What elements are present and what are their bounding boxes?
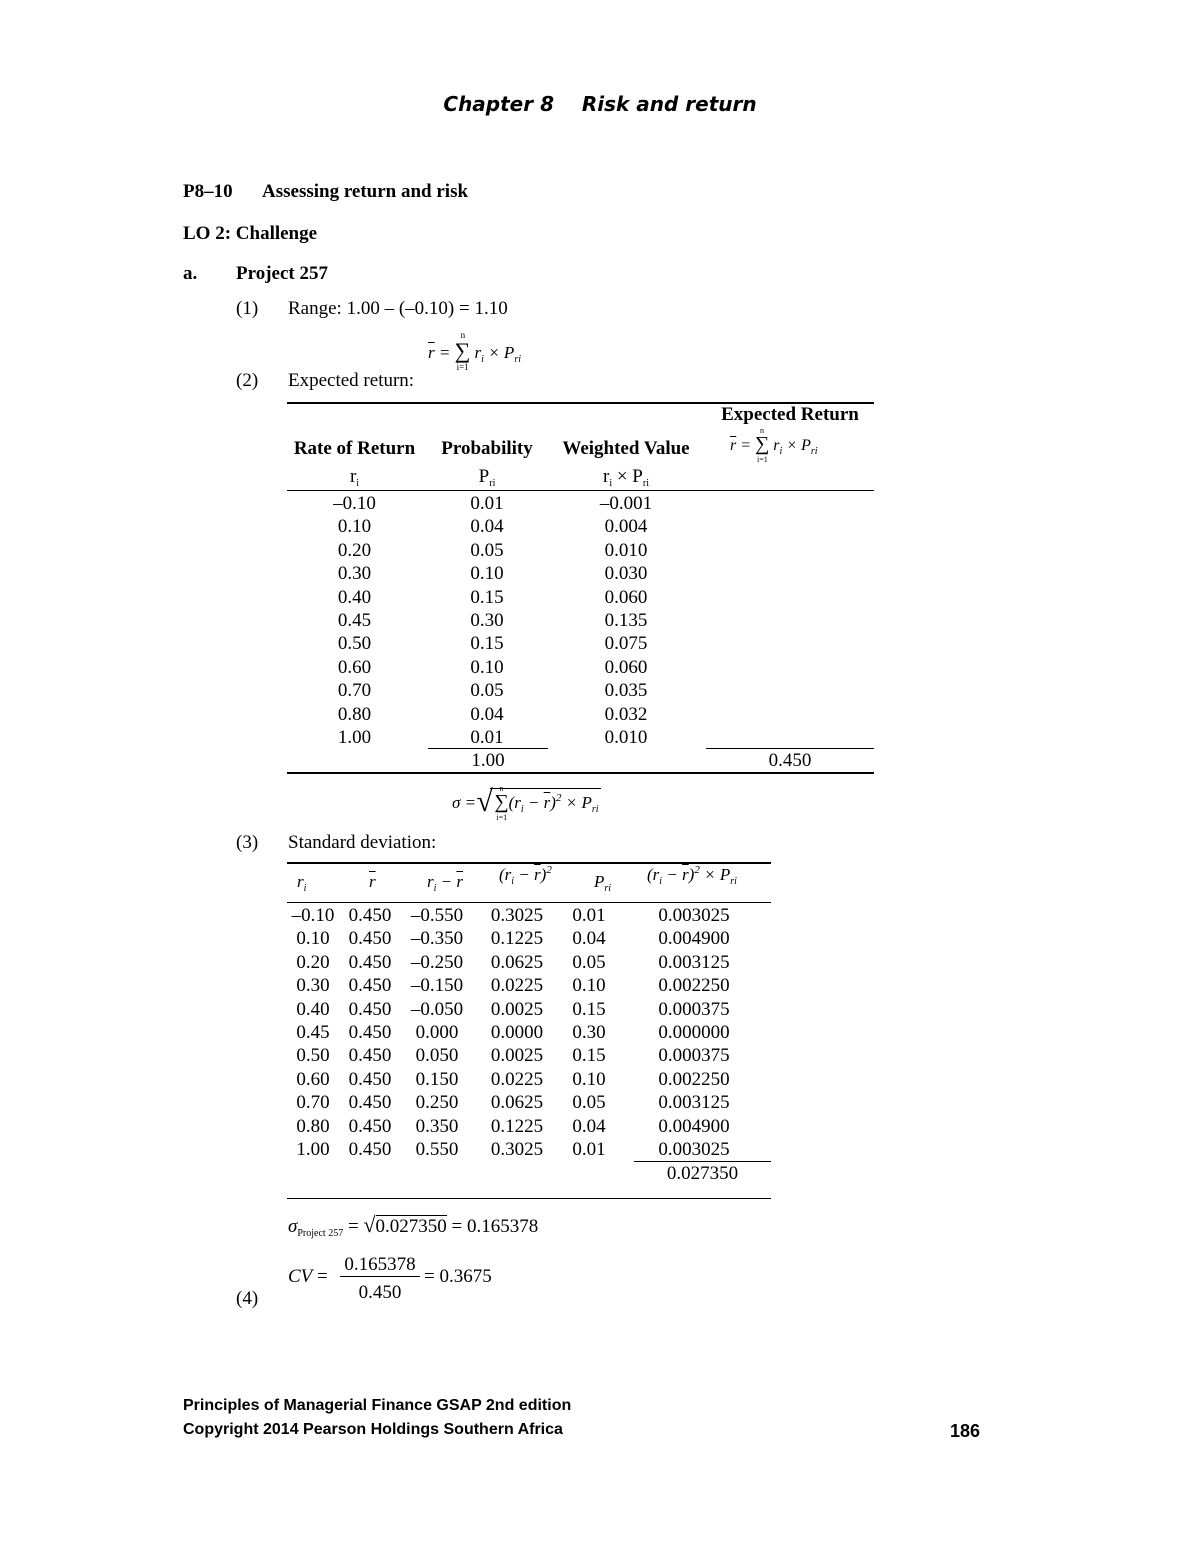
problem-number: P8–10	[183, 181, 233, 202]
table-cell: 0.15	[470, 633, 504, 655]
table-row	[287, 927, 771, 950]
table1-subheader-rp: $r_i \times P_{ri}$	[602, 466, 649, 489]
cv-symbol: CV	[288, 1266, 313, 1287]
table-cell: 0.50	[296, 1045, 330, 1067]
table-cell: 0.0025	[490, 1045, 544, 1067]
table-cell: 0.05	[470, 539, 504, 561]
table-cell: 0.05	[572, 951, 606, 973]
table-cell: 0.3025	[490, 905, 544, 926]
table-cell: 0.0025	[490, 998, 544, 1020]
table-cell: 0.550	[415, 1139, 459, 1161]
table-cell: 0.10	[470, 656, 504, 678]
table-cell: 0.10	[572, 975, 606, 997]
table-cell: –0.10	[291, 905, 335, 926]
table-cell: 0.003125	[658, 1092, 730, 1114]
step3-label: Standard deviation:	[288, 832, 437, 853]
sigma-radicand: 0.027350	[375, 1216, 447, 1237]
part-a-label: a.	[183, 263, 198, 284]
table-cell: 0.01	[572, 905, 606, 926]
er-total-rule	[706, 748, 874, 749]
table-cell: 0.450	[348, 975, 392, 997]
table-cell: 0.05	[470, 680, 504, 702]
cv-numerator: 0.165378	[340, 1254, 420, 1277]
table-cell: 0.04	[572, 928, 606, 950]
table-cell: 0.150	[415, 1068, 459, 1090]
table-cell: 0.250	[415, 1092, 459, 1114]
table-cell: 0.04	[572, 1115, 606, 1137]
table-row	[287, 679, 874, 702]
page-header: Chapter 8 Risk and return	[443, 92, 757, 116]
variance-total: 0.027350	[666, 1163, 739, 1184]
table-cell: 0.60	[337, 656, 372, 678]
std-dev-table	[287, 904, 771, 1161]
table-cell: 0.15	[572, 998, 606, 1020]
sigma-subscript: Project 257	[297, 1228, 344, 1239]
step1-number: (1)	[236, 298, 259, 319]
table-cell: 0.000375	[658, 998, 730, 1020]
table-cell: –0.150	[410, 975, 464, 997]
table-cell: 0.002250	[658, 1068, 730, 1090]
table-cell: 1.00	[296, 1139, 330, 1161]
table-cell: 0.40	[337, 586, 372, 608]
table-cell: 0.003025	[658, 905, 730, 926]
table1-header-rule	[287, 490, 874, 491]
table-cell: 0.15	[572, 1045, 606, 1067]
table-cell: 0.035	[604, 680, 648, 702]
table-cell: 0.135	[604, 610, 648, 632]
table-cell: 0.050	[415, 1045, 459, 1067]
table-cell: –0.10	[333, 493, 376, 514]
cv-value: 0.3675	[439, 1266, 492, 1287]
table-cell: 0.10	[337, 516, 372, 538]
table-cell: 0.3025	[490, 1139, 544, 1161]
footer-book: Principles of Managerial Finance GSAP 2nd edition	[183, 1397, 572, 1414]
problem-title: Assessing return and risk	[262, 181, 469, 202]
expected-return-total: 0.450	[768, 750, 812, 771]
table-cell: 0.30	[470, 610, 504, 632]
step1-range: Range: 1.00 – (–0.10) = 1.10	[288, 298, 508, 319]
table-cell: 0.002250	[658, 975, 730, 997]
expected-return-table	[287, 492, 874, 749]
cv-label: CV =	[288, 1266, 328, 1287]
table-cell: 0.60	[296, 1068, 330, 1090]
table-cell: 0.060	[604, 586, 648, 608]
table2-header-row: $r_i$ $\overline{r}$ $r_i - \overline{r}$ $(r_i - \overline{r})^2$ $P_{ri}$ $(r_i - \overline{r})^2 \times P_{ri}$	[297, 864, 737, 894]
table-cell: 0.010	[604, 727, 648, 749]
table-cell: 0.003125	[658, 951, 730, 973]
table-cell: 0.004	[604, 516, 648, 538]
table-cell: 0.450	[348, 1115, 392, 1137]
table-row	[287, 726, 874, 749]
table-cell: 0.30	[296, 975, 330, 997]
table-row	[287, 1138, 771, 1161]
table-row	[287, 951, 771, 974]
table-cell: 0.000000	[658, 1022, 730, 1044]
table1-header-weighted: Weighted Value	[562, 438, 690, 459]
table-cell: 0.80	[296, 1115, 330, 1137]
step2-label: Expected return:	[288, 370, 415, 391]
prob-total-rule	[428, 748, 548, 749]
cv-result: = 0.3675	[424, 1266, 492, 1287]
table-cell: 0.01	[572, 1139, 606, 1161]
table-row	[287, 1091, 771, 1114]
table-cell: 0.1225	[490, 928, 544, 950]
table-cell: 0.15	[470, 586, 504, 608]
table1-subheader-p: $P_{ri}$	[478, 466, 496, 489]
table-row	[287, 632, 874, 655]
table-row	[287, 515, 874, 538]
table-cell: 0.50	[337, 633, 372, 655]
table-cell: 0.000	[415, 1022, 459, 1044]
table-cell: 0.450	[348, 1092, 392, 1114]
table2-header-rule	[287, 902, 771, 903]
table-cell: 0.30	[572, 1022, 606, 1044]
learning-objective: LO 2: Challenge	[183, 223, 318, 244]
table-cell: 0.450	[348, 1022, 392, 1044]
table1-header-rate: Rate of Return	[293, 438, 416, 459]
table-row	[287, 539, 874, 562]
table-cell: –0.050	[410, 998, 464, 1020]
table-cell: 0.10	[470, 563, 504, 585]
table-cell: 0.45	[296, 1022, 330, 1044]
sigma-result-line: $\sigma_{Project 257} = √0.027350 = 0.165378$	[288, 1212, 539, 1239]
table-row	[287, 562, 874, 585]
table2-total-rule	[634, 1161, 771, 1162]
table-row	[287, 586, 874, 609]
table-cell: –0.001	[599, 493, 653, 514]
table-cell: 0.0225	[490, 975, 544, 997]
table-cell: 0.032	[604, 703, 648, 725]
part-a-title: Project 257	[236, 263, 328, 284]
table-cell: 0.350	[415, 1115, 459, 1137]
table-cell: 0.0625	[490, 951, 544, 973]
table-cell: 0.70	[337, 680, 372, 702]
table-cell: 0.450	[348, 998, 392, 1020]
table-cell: 0.10	[572, 1068, 606, 1090]
table-cell: 0.450	[348, 951, 392, 973]
expected-return-formula: $\overline{r}$ = ∑ n i=1 $r_i \times P_{ri}$	[428, 330, 521, 372]
table-cell: 0.010	[604, 539, 648, 561]
table-cell: 0.01	[470, 493, 504, 514]
table-cell: 0.004900	[658, 928, 730, 950]
table-cell: –0.250	[410, 951, 464, 973]
footer-copyright: Copyright 2014 Pearson Holdings Southern Africa	[183, 1421, 563, 1438]
std-dev-formula: σ = √ ∑ n i=1 $(r_i - \overline{r})^2 \times P_{ri}$	[452, 784, 599, 822]
table-cell: 0.450	[348, 1139, 392, 1161]
table-cell: 0.80	[337, 703, 372, 725]
table-row	[287, 974, 771, 997]
table-row	[287, 609, 874, 632]
page-number: 186	[950, 1421, 981, 1441]
step4-number: (4)	[236, 1288, 259, 1309]
table-cell: 1.00	[337, 727, 372, 749]
table-cell: 0.0225	[490, 1068, 544, 1090]
table-cell: 0.20	[337, 539, 372, 561]
table-cell: 0.0625	[490, 1092, 544, 1114]
table-cell: 0.70	[296, 1092, 330, 1114]
table-row	[287, 656, 874, 679]
table-cell: 0.450	[348, 905, 392, 926]
p-symbol: P	[478, 466, 490, 487]
table-cell: 0.04	[470, 703, 504, 725]
table-row	[287, 998, 771, 1021]
table-cell: –0.550	[410, 905, 464, 926]
sigma-value: 0.165378	[466, 1216, 539, 1237]
table1-bottom-rule	[287, 772, 874, 774]
table-cell: 0.01	[470, 727, 504, 749]
table-row	[287, 703, 874, 726]
table1-header-probability: Probability	[441, 438, 533, 459]
table-cell: 0.05	[572, 1092, 606, 1114]
table-cell: 0.003025	[658, 1139, 730, 1161]
table-cell: 0.075	[604, 633, 648, 655]
step2-number: (2)	[236, 370, 259, 391]
table-cell: 0.030	[604, 563, 648, 585]
table1-header-expected-return: Expected Return	[721, 404, 859, 425]
table-cell: 0.30	[337, 563, 372, 585]
probability-total: 1.00	[471, 750, 505, 771]
table-cell: 0.000375	[658, 1045, 730, 1067]
table-row	[287, 1068, 771, 1091]
table-cell: 0.450	[348, 1068, 392, 1090]
table-cell: 0.0000	[490, 1022, 544, 1044]
table-cell: 0.20	[296, 951, 330, 973]
expected-return-header-formula: $\overline{r}$ = ∑ n i=1 $r_i \times P_{ri}$	[730, 426, 818, 464]
table2-bottom-rule	[287, 1198, 771, 1199]
r-symbol: r	[349, 466, 357, 487]
table-cell: 0.060	[604, 656, 648, 678]
step3-number: (3)	[236, 832, 259, 853]
table-cell: 0.1225	[490, 1115, 544, 1137]
table1-subheader-r: $r_i$	[349, 466, 360, 489]
table-cell: 0.450	[348, 1045, 392, 1067]
table-row	[287, 904, 771, 927]
table-row	[287, 1115, 771, 1138]
table-cell: 0.45	[337, 610, 372, 632]
table-cell: –0.350	[410, 928, 464, 950]
table-cell: 0.40	[296, 998, 330, 1020]
cv-denominator: 0.450	[358, 1282, 402, 1303]
table-row	[287, 1044, 771, 1067]
table-cell: 0.450	[348, 928, 392, 950]
table-row	[287, 492, 874, 515]
table-cell: 0.04	[470, 516, 504, 538]
table-cell: 0.004900	[658, 1115, 730, 1137]
table-cell: 0.10	[296, 928, 330, 950]
table-row	[287, 1021, 771, 1044]
